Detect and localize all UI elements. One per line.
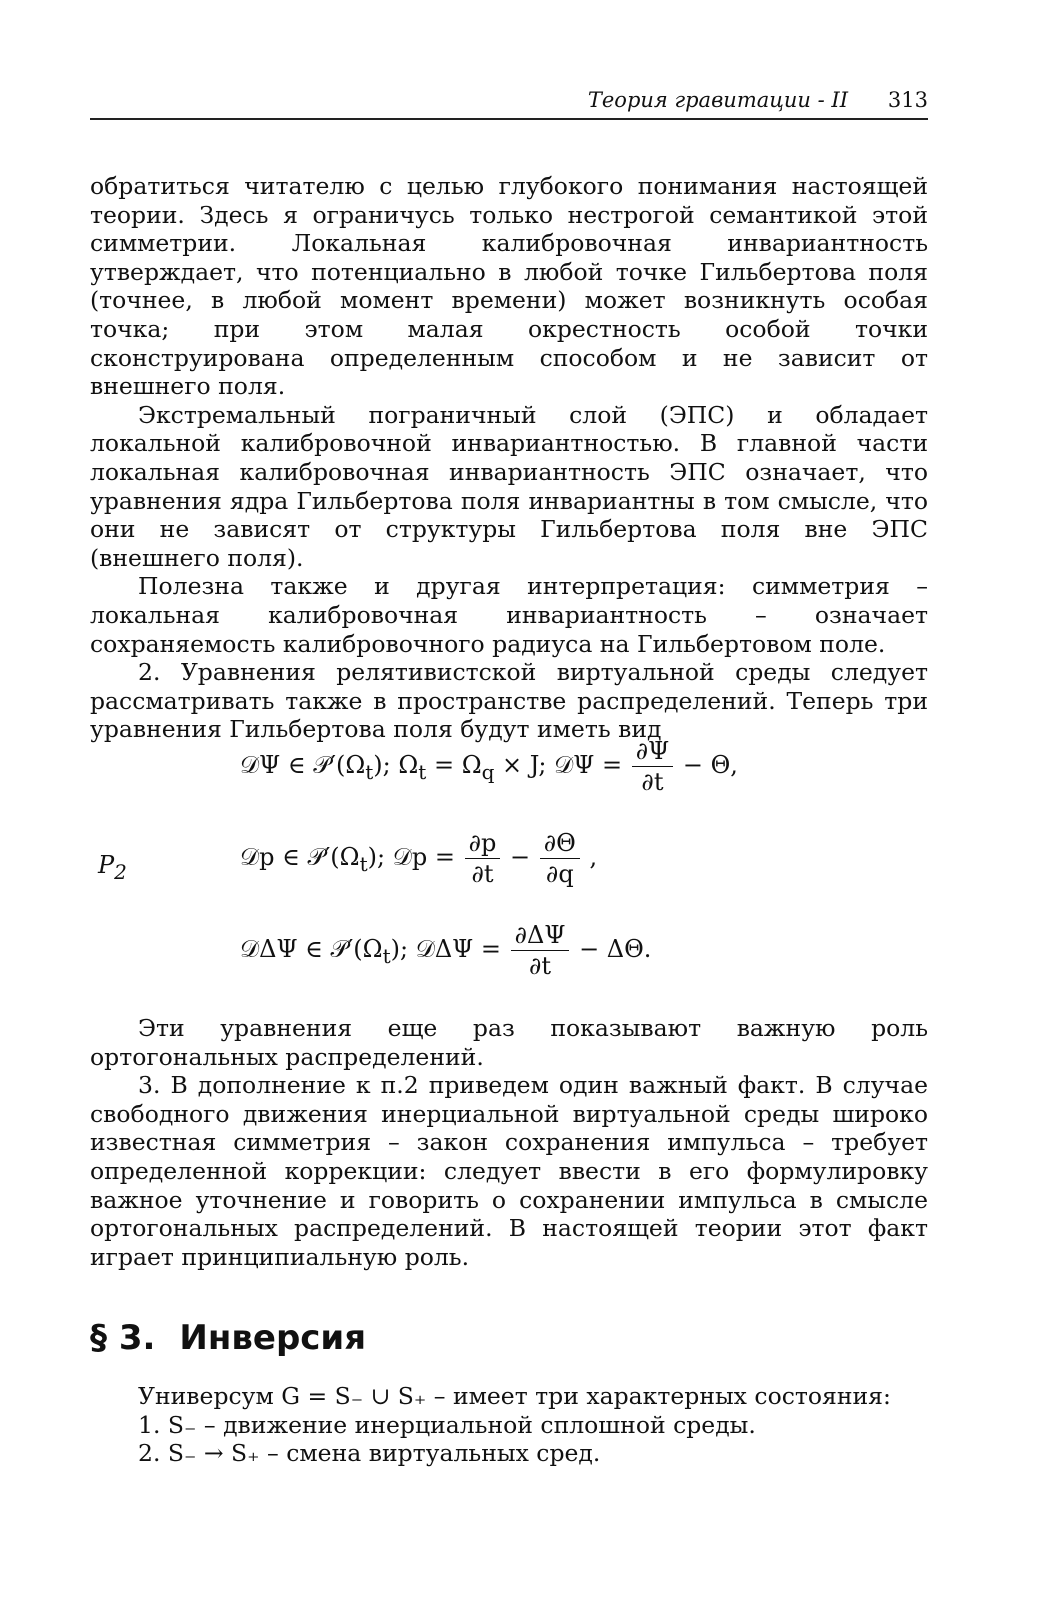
body-text-block-1 [90, 172, 928, 744]
equation-2: 𝒟p ∈ $𝒫'(\Omega_t)$; 𝒟p = $\frac{\partial p}{\partial t}$ − $\frac{\partial\Theta}{\partial q}$ , [240, 829, 598, 888]
paragraph: Полезна также и другая интерпретация: симметрия – локальная калибровочная инвариантность – означает сохраняемость калибровочного радиуса на Гильбертовом поле. [90, 572, 928, 658]
page-number: 313 [887, 88, 928, 112]
fraction: $\frac{\partial\Delta\Psi}{\partial t}$ [511, 920, 570, 981]
running-title: Теория гравитации - II [587, 88, 848, 112]
fraction: $\frac{\partial\Psi}{\partial t}$ [632, 736, 673, 797]
section-number: § 3. [90, 1318, 156, 1358]
paragraph: обратиться читателю с целью глубокого понимания настоящей теории. Здесь я ограничусь только нестрогой семантикой этой симметрии. Локальная калибровочная инвариантность утверждает, что потенциально в любой точке Гильбертова поля (точнее, в любой момент времени) может возникнуть особая точка; при этом малая окрестность особой точки сконструирована определенным способом и не зависит от внешнего поля. [90, 172, 928, 401]
section-heading [90, 1318, 366, 1358]
list-item: 1. S₋ – движение инерциальной сплошной среды. [138, 1410, 756, 1439]
paragraph: 3. В дополнение к п.2 приведем один важный факт. В случае свободного движения инерциальной виртуальной среды широко известная симметрия – закон сохранения импульса – требует определенной коррекции: следует ввести в его формулировку важное уточнение и говорить о сохранении импульса в смысле ортогональных распределений. В настоящей теории этот факт играет принципиальную роль. [90, 1071, 928, 1271]
paragraph: 2. Уравнения релятивистской виртуальной среды следует рассматривать также в пространстве распределений. Теперь три уравнения Гильбертова поля будут иметь вид [90, 658, 928, 744]
equation-3: 𝒟ΔΨ ∈ $𝒫'(\Omega_t)$; 𝒟ΔΨ = $\frac{\partial\Delta\Psi}{\partial t}$ − ΔΘ. [240, 921, 652, 980]
body-text-block-3 [90, 1382, 928, 1468]
paragraph: Универсум G = S₋ ∪ S₊ – имеет три характерных состояния: [138, 1382, 891, 1410]
equation-system [90, 736, 928, 996]
list-item: 2. S₋ → S₊ – смена виртуальных сред. [138, 1439, 601, 1468]
paragraph: Эти уравнения еще раз показывают важную роль ортогональных распределений. [90, 1014, 928, 1071]
page-header [90, 88, 928, 120]
system-label: $P_2$ [98, 851, 127, 884]
fraction: $\frac{\partial p}{\partial t}$ [465, 828, 501, 889]
equation-1: 𝒟Ψ ∈ $𝒫'(\Omega_t)$; $\Omega_t = \Omega_q \times J$; 𝒟Ψ = $\frac{\partial\Psi}{\partial t}$ − Θ, [240, 737, 738, 796]
body-text-block-2 [90, 1014, 928, 1271]
paragraph: Экстремальный пограничный слой (ЭПС) и обладает локальной калибровочной инвариантностью. В главной части локальная калибровочная инвариантность ЭПС означает, что уравнения ядра Гильбертова поля инвариантны в том смысле, что они не зависят от структуры Гильбертова поля вне ЭПС (внешнего поля). [90, 400, 928, 572]
fraction: $\frac{\partial\Theta}{\partial q}$ [540, 828, 580, 889]
section-title: Инверсия [179, 1318, 367, 1358]
